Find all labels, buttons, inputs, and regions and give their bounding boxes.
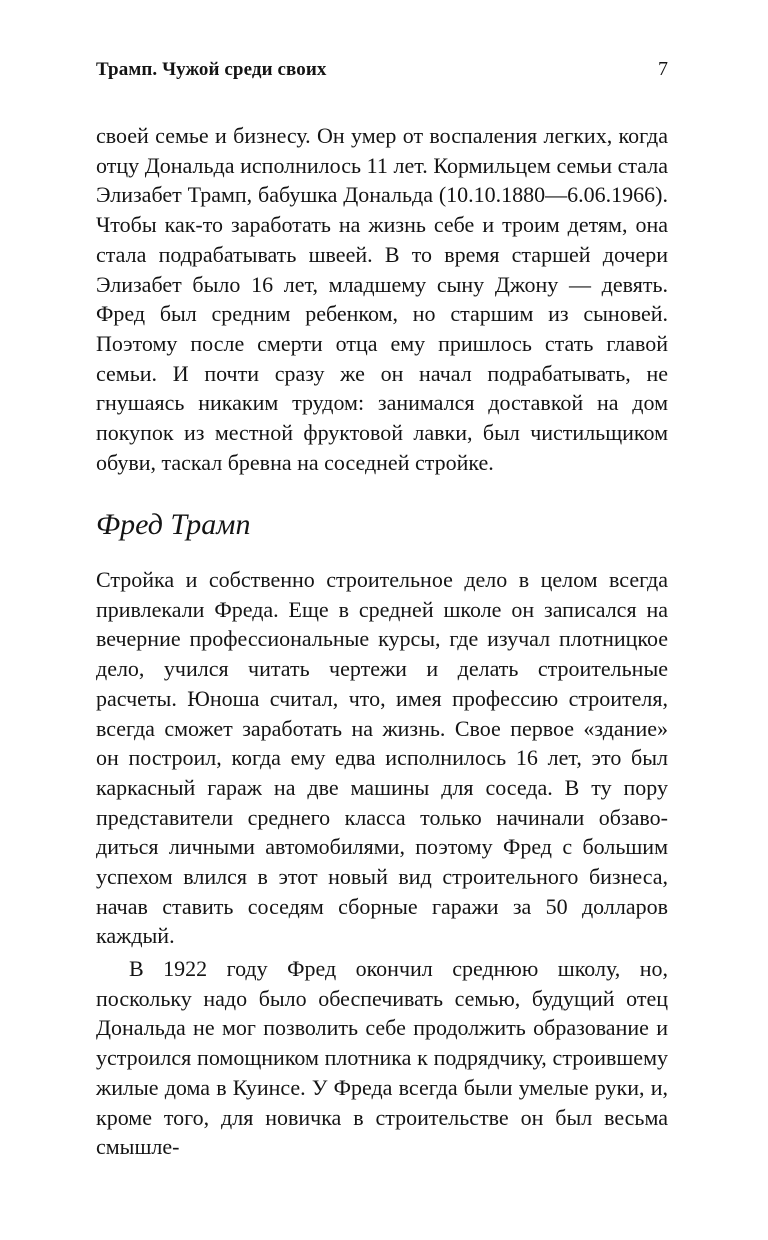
paragraph-3: В 1922 году Фред окончил среднюю школу, но, поскольку надо было обеспечивать семью, будущий отец Дональда не мог позволить себе продолжить образование и устроился помощником плотника к подрядчику, строившему жилые дома в Куинсе. У Фреда всегда были умелые руки, и, кроме того, для новичка в строительстве он был весьма смышле- <box>96 956 668 1160</box>
running-header <box>96 58 668 81</box>
paragraph-1: своей семье и бизнесу. Он умер от воспаления легких, когда отцу Дональда исполнилось 11 лет. Кормильцем семьи стала Элизабет Трамп, бабушка Дональда (10.10.1880—6.06.1966). Чтобы как-то заработать на жизнь себе и троим детям, она стала подрабатывать швеей. В то время старшей дочери Элизабет было 16 лет, младшему сыну Джону — девять. Фред был средним ребенком, но старшим из сыновей. Поэтому после смерти отца ему пришлось стать главой семьи. И почти сразу же он начал подрабатывать, не гнушаясь никаким трудом: занимался доставкой на дом покупок из местной фруктовой лавки, был чистильщиком обуви, таскал бревна на соседней стройке. <box>96 123 668 475</box>
page-number: 7 <box>658 58 668 80</box>
running-title: Трамп. Чужой среди своих <box>96 59 327 80</box>
section-heading: Фред Трамп <box>96 508 251 541</box>
paragraph-2: Стройка и собственно строительное дело в целом всегда привлекали Фреда. Еще в средней школе он записался на вечерние профессиональные курсы, где изучал плотницкое дело, учился читать чертежи и делать строительные расчеты. Юноша считал, что, имея профессию строителя, всегда сможет заработать на жизнь. Свое первое «здание» он построил, когда ему едва исполнилось 16 лет, это был каркасный гараж на две машины для соседа. В ту пору представители среднего класса только начинали обзаводиться личными автомобилями, поэтому Фред с большим успехом влился в этот новый вид строительного бизнеса, начав ставить соседям сборные гаражи за 50 долларов каждый. <box>96 567 668 949</box>
